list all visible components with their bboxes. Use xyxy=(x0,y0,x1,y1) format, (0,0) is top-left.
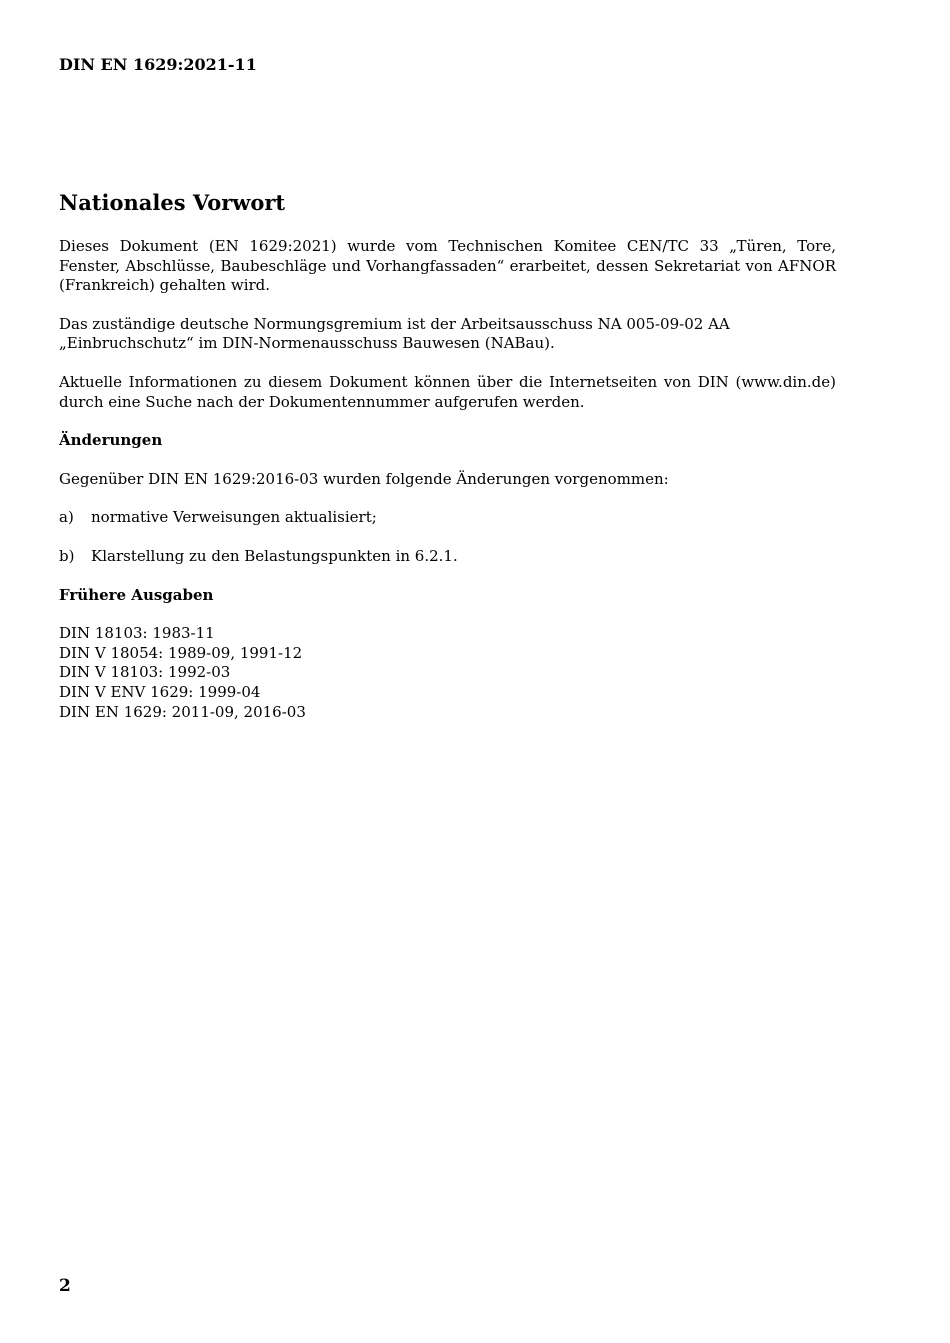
list-item-label: a) xyxy=(59,508,74,527)
page-number: 2 xyxy=(59,1276,71,1296)
main-content xyxy=(59,190,836,722)
paragraph: Aktuelle Informationen zu diesem Dokument können über die Internetseiten von DIN (www.din.de) durch eine Suche nach der Dokumentennummer aufgerufen werden. xyxy=(59,372,836,411)
earlier-editions-heading: Frühere Ausgaben xyxy=(59,585,214,604)
edition-line: DIN 18103: 1983-11 xyxy=(59,624,215,643)
list-item-label: b) xyxy=(59,546,75,565)
edition-line: DIN V 18103: 1992-03 xyxy=(59,663,231,682)
list-item xyxy=(59,547,836,567)
section-title: Nationales Vorwort xyxy=(59,190,286,215)
edition-line: DIN V 18054: 1989-09, 1991-12 xyxy=(59,643,303,662)
edition-line: DIN V ENV 1629: 1999-04 xyxy=(59,682,261,701)
document-id-header: DIN EN 1629:2021-11 xyxy=(59,55,257,74)
paragraph: Dieses Dokument (EN 1629:2021) wurde vom Technischen Komitee CEN/TC 33 „Türen, Tore, Fenster, Abschlüsse, Baubeschläge und Vorhangfassaden“ erarbeitet, dessen Sekretariat von AFNOR (Frankreich) gehalten wird. xyxy=(59,237,836,295)
list-item-text: Klarstellung zu den Belastungspunkten in 6.2.1. xyxy=(91,546,458,565)
changes-intro: Gegenüber DIN EN 1629:2016-03 wurden folgende Änderungen vorgenommen: xyxy=(59,469,669,488)
changes-heading: Änderungen xyxy=(59,431,163,450)
list-item xyxy=(59,508,836,528)
list-item-text: normative Verweisungen aktualisiert; xyxy=(91,508,377,527)
earlier-editions-list xyxy=(59,624,836,722)
paragraph: Das zuständige deutsche Normungsgremium ist der Arbeitsausschuss NA 005-09-02 AA „Einbruchschutz“ im DIN-Normenausschuss Bauwesen (NABau). xyxy=(59,314,730,353)
edition-line: DIN EN 1629: 2011-09, 2016-03 xyxy=(59,702,306,721)
